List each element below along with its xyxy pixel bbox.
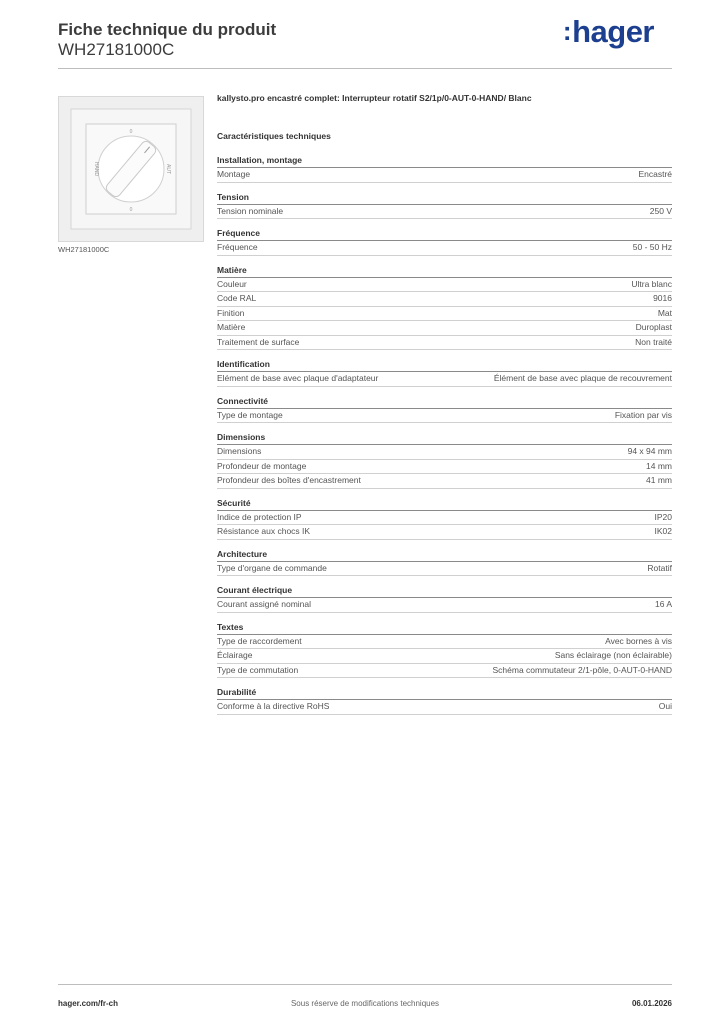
spec-value: 14 mm: [646, 460, 672, 471]
spec-group-title: Architecture: [217, 548, 672, 562]
spec-label: Profondeur de montage: [217, 460, 307, 471]
spec-row: [217, 321, 672, 336]
spec-label: Courant assigné nominal: [217, 599, 312, 609]
logo-text: hager: [572, 14, 654, 49]
spec-group-title: Identification: [217, 358, 672, 372]
spec-row: [217, 307, 672, 322]
page-footer: [58, 984, 672, 1008]
spec-label: Résistance aux chocs IK: [217, 526, 311, 536]
spec-label: Conforme à la directive RoHS: [217, 701, 330, 711]
spec-group-title: Durabilité: [217, 686, 672, 700]
spec-row: [217, 525, 672, 540]
spec-row: [217, 700, 672, 715]
specs-title: Caractéristiques techniques: [217, 131, 331, 141]
spec-group: [217, 431, 672, 489]
spec-group: [217, 358, 672, 387]
product-image: [58, 96, 204, 242]
spec-row: [217, 562, 672, 577]
spec-value: 94 x 94 mm: [627, 446, 672, 456]
spec-row: [217, 598, 672, 613]
spec-group-title: Sécurité: [217, 497, 672, 511]
spec-group: [217, 264, 672, 351]
spec-row: [217, 372, 672, 387]
spec-label: Éclairage: [217, 650, 253, 660]
spec-value: Avec bornes à vis: [605, 635, 672, 646]
page-title: Fiche technique du produit: [58, 20, 277, 39]
switch-label-right: AUT: [165, 164, 171, 174]
spec-group-title: Installation, montage: [217, 154, 672, 168]
spec-value: Sans éclairage (non éclairable): [554, 650, 672, 660]
spec-row: [217, 336, 672, 351]
spec-value: Mat: [657, 307, 672, 318]
spec-value: Rotatif: [647, 562, 672, 573]
spec-label: Matière: [217, 322, 246, 332]
spec-group: [217, 395, 672, 424]
spec-value: Encastré: [638, 169, 672, 179]
product-reference: WH27181000C: [58, 40, 175, 59]
footer-date: 06.01.2026: [631, 999, 672, 1008]
spec-group: [217, 686, 672, 715]
spec-groups: [217, 154, 672, 715]
spec-label: Profondeur des boîtes d'encastrement: [217, 475, 361, 485]
spec-value: Fixation par vis: [614, 409, 672, 420]
spec-label: Couleur: [217, 278, 247, 289]
spec-value: Ultra blanc: [631, 278, 672, 289]
image-caption: WH27181000C: [58, 245, 110, 254]
spec-label: Tension nominale: [217, 205, 284, 216]
switch-label-top: 0: [129, 129, 133, 135]
spec-row: [217, 205, 672, 220]
spec-label: Finition: [217, 307, 245, 318]
header-divider: [58, 68, 672, 69]
spec-row: [217, 241, 672, 256]
spec-row: [217, 168, 672, 183]
spec-group: [217, 584, 672, 613]
switch-label-left: HAND: [93, 161, 99, 177]
spec-row: [217, 664, 672, 679]
spec-value: 16 A: [654, 599, 672, 609]
spec-value: Oui: [658, 701, 672, 711]
spec-group: [217, 548, 672, 577]
spec-group: [217, 497, 672, 540]
spec-row: [217, 278, 672, 293]
spec-row: [217, 474, 672, 489]
spec-group-title: Connectivité: [217, 395, 672, 409]
spec-value: Élément de base avec plaque de recouvrement: [493, 373, 672, 383]
spec-value: Schéma commutateur 2/1-pôle, 0-AUT-0-HAND: [492, 664, 672, 675]
document-header: [58, 20, 276, 60]
spec-group: [217, 191, 672, 220]
footer-website: hager.com/fr-ch: [58, 999, 119, 1008]
spec-group-title: Fréquence: [217, 227, 672, 241]
product-description: kallysto.pro encastré complet: Interrupteur rotatif S2/1p/0-AUT-0-HAND/ Blanc: [217, 93, 532, 103]
spec-label: Type de raccordement: [217, 635, 302, 646]
spec-value: 9016: [653, 293, 672, 303]
spec-group: [217, 227, 672, 256]
spec-value: IP20: [654, 511, 672, 522]
spec-value: Duroplast: [635, 322, 672, 332]
rotary-switch-image: [59, 97, 203, 241]
spec-label: Type d'organe de commande: [217, 562, 327, 573]
hager-logo: :hager: [562, 14, 654, 49]
spec-group: [217, 154, 672, 183]
spec-group: [217, 621, 672, 679]
spec-label: Traitement de surface: [217, 336, 300, 347]
spec-value: 50 - 50 Hz: [632, 242, 672, 252]
spec-group-title: Courant électrique: [217, 584, 672, 598]
spec-group-title: Matière: [217, 264, 672, 278]
spec-label: Dimensions: [217, 446, 262, 456]
spec-label: Fréquence: [217, 242, 258, 252]
switch-label-bottom: 0: [129, 207, 133, 213]
spec-row: [217, 409, 672, 424]
spec-value: 250 V: [649, 205, 672, 216]
spec-group-title: Textes: [217, 621, 672, 635]
spec-value: IK02: [654, 526, 672, 536]
footer-note: Sous réserve de modifications techniques: [290, 999, 440, 1008]
spec-row: [217, 635, 672, 650]
spec-label: Type de montage: [217, 409, 283, 420]
spec-row: [217, 460, 672, 475]
spec-label: Code RAL: [217, 293, 257, 303]
spec-group-title: Dimensions: [217, 431, 672, 445]
spec-value: 41 mm: [646, 475, 672, 485]
spec-label: Elément de base avec plaque d'adaptateur: [217, 373, 379, 383]
spec-value: Non traité: [635, 336, 672, 347]
spec-row: [217, 511, 672, 526]
spec-label: Montage: [217, 169, 251, 179]
spec-row: [217, 445, 672, 460]
product-details: [217, 92, 672, 723]
spec-row: [217, 649, 672, 664]
spec-label: Indice de protection IP: [217, 511, 302, 522]
spec-row: [217, 292, 672, 307]
spec-label: Type de commutation: [217, 664, 299, 675]
spec-group-title: Tension: [217, 191, 672, 205]
